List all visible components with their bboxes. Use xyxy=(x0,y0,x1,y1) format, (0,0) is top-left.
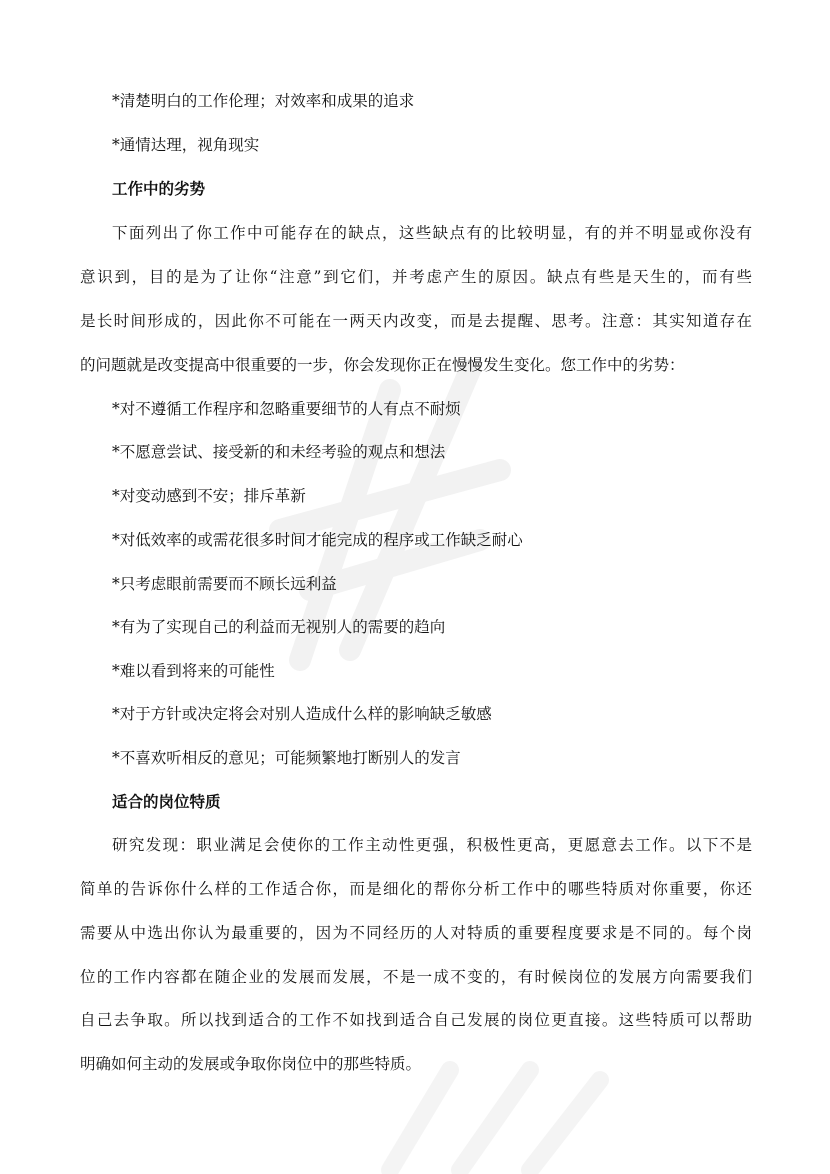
watermark-logo-bottom xyxy=(360,1060,620,1174)
suitable-position-line: 自己去争取。所以找到适合的工作不如找到适合自己发展的岗位更直接。这些特质可以帮助 xyxy=(80,1011,752,1029)
suitable-position-line: 需要从中选出你认为最重要的，因为不同经历的人对特质的重要程度要求是不同的。每个岗 xyxy=(80,924,752,942)
weakness-item: *只考虑眼前需要而不顾长远利益 xyxy=(112,575,337,593)
weakness-item: *对不遵循工作程序和忽略重要细节的人有点不耐烦 xyxy=(112,400,461,418)
weaknesses-intro-line: 下面列出了你工作中可能存在的缺点，这些缺点有的比较明显，有的并不明显或你没有 xyxy=(112,224,752,242)
suitable-position-line: 明确如何主动的发展或争取你岗位中的那些特质。 xyxy=(80,1055,422,1073)
weakness-item: *对低效率的或需花很多时间才能完成的程序或工作缺乏耐心 xyxy=(112,531,523,549)
suitable-position-heading: 适合的岗位特质 xyxy=(112,792,221,811)
weakness-item: *有为了实现自己的利益而无视别人的需要的趋向 xyxy=(112,618,446,636)
strength-item: *清楚明白的工作伦理；对效率和成果的追求 xyxy=(112,92,415,110)
suitable-position-line: 简单的告诉你什么样的工作适合你，而是细化的帮你分析工作中的哪些特质对你重要，你还 xyxy=(80,880,752,898)
weaknesses-intro-line: 是长时间形成的，因此你不可能在一两天内改变，而是去提醒、思考。注意：其实知道存在 xyxy=(80,312,752,330)
watermark-logo xyxy=(240,330,540,710)
weaknesses-intro-line: 意识到，目的是为了让你“注意”到它们，并考虑产生的原因。缺点有些是天生的，而有些 xyxy=(80,268,752,286)
weakness-item: *对于方针或决定将会对别人造成什么样的影响缺乏敏感 xyxy=(112,705,492,723)
strength-item: *通情达理，视角现实 xyxy=(112,136,260,154)
weakness-item: *不愿意尝试、接受新的和未经考验的观点和想法 xyxy=(112,443,446,461)
weakness-item: *不喜欢听相反的意见；可能频繁地打断别人的发言 xyxy=(112,749,461,767)
weaknesses-intro-line: 的问题就是改变提高中很重要的一步，你会发现你正在慢慢发生变化。您工作中的劣势： xyxy=(80,356,685,374)
suitable-position-line: 位的工作内容都在随企业的发展而发展，不是一成不变的，有时候岗位的发展方向需要我们 xyxy=(80,968,752,986)
weakness-item: *对变动感到不安；排斥革新 xyxy=(112,487,306,505)
weakness-item: *难以看到将来的可能性 xyxy=(112,662,275,680)
weaknesses-heading: 工作中的劣势 xyxy=(112,179,206,198)
suitable-position-line: 研究发现：职业满足会使你的工作主动性更强，积极性更高，更愿意去工作。以下不是 xyxy=(112,836,752,854)
